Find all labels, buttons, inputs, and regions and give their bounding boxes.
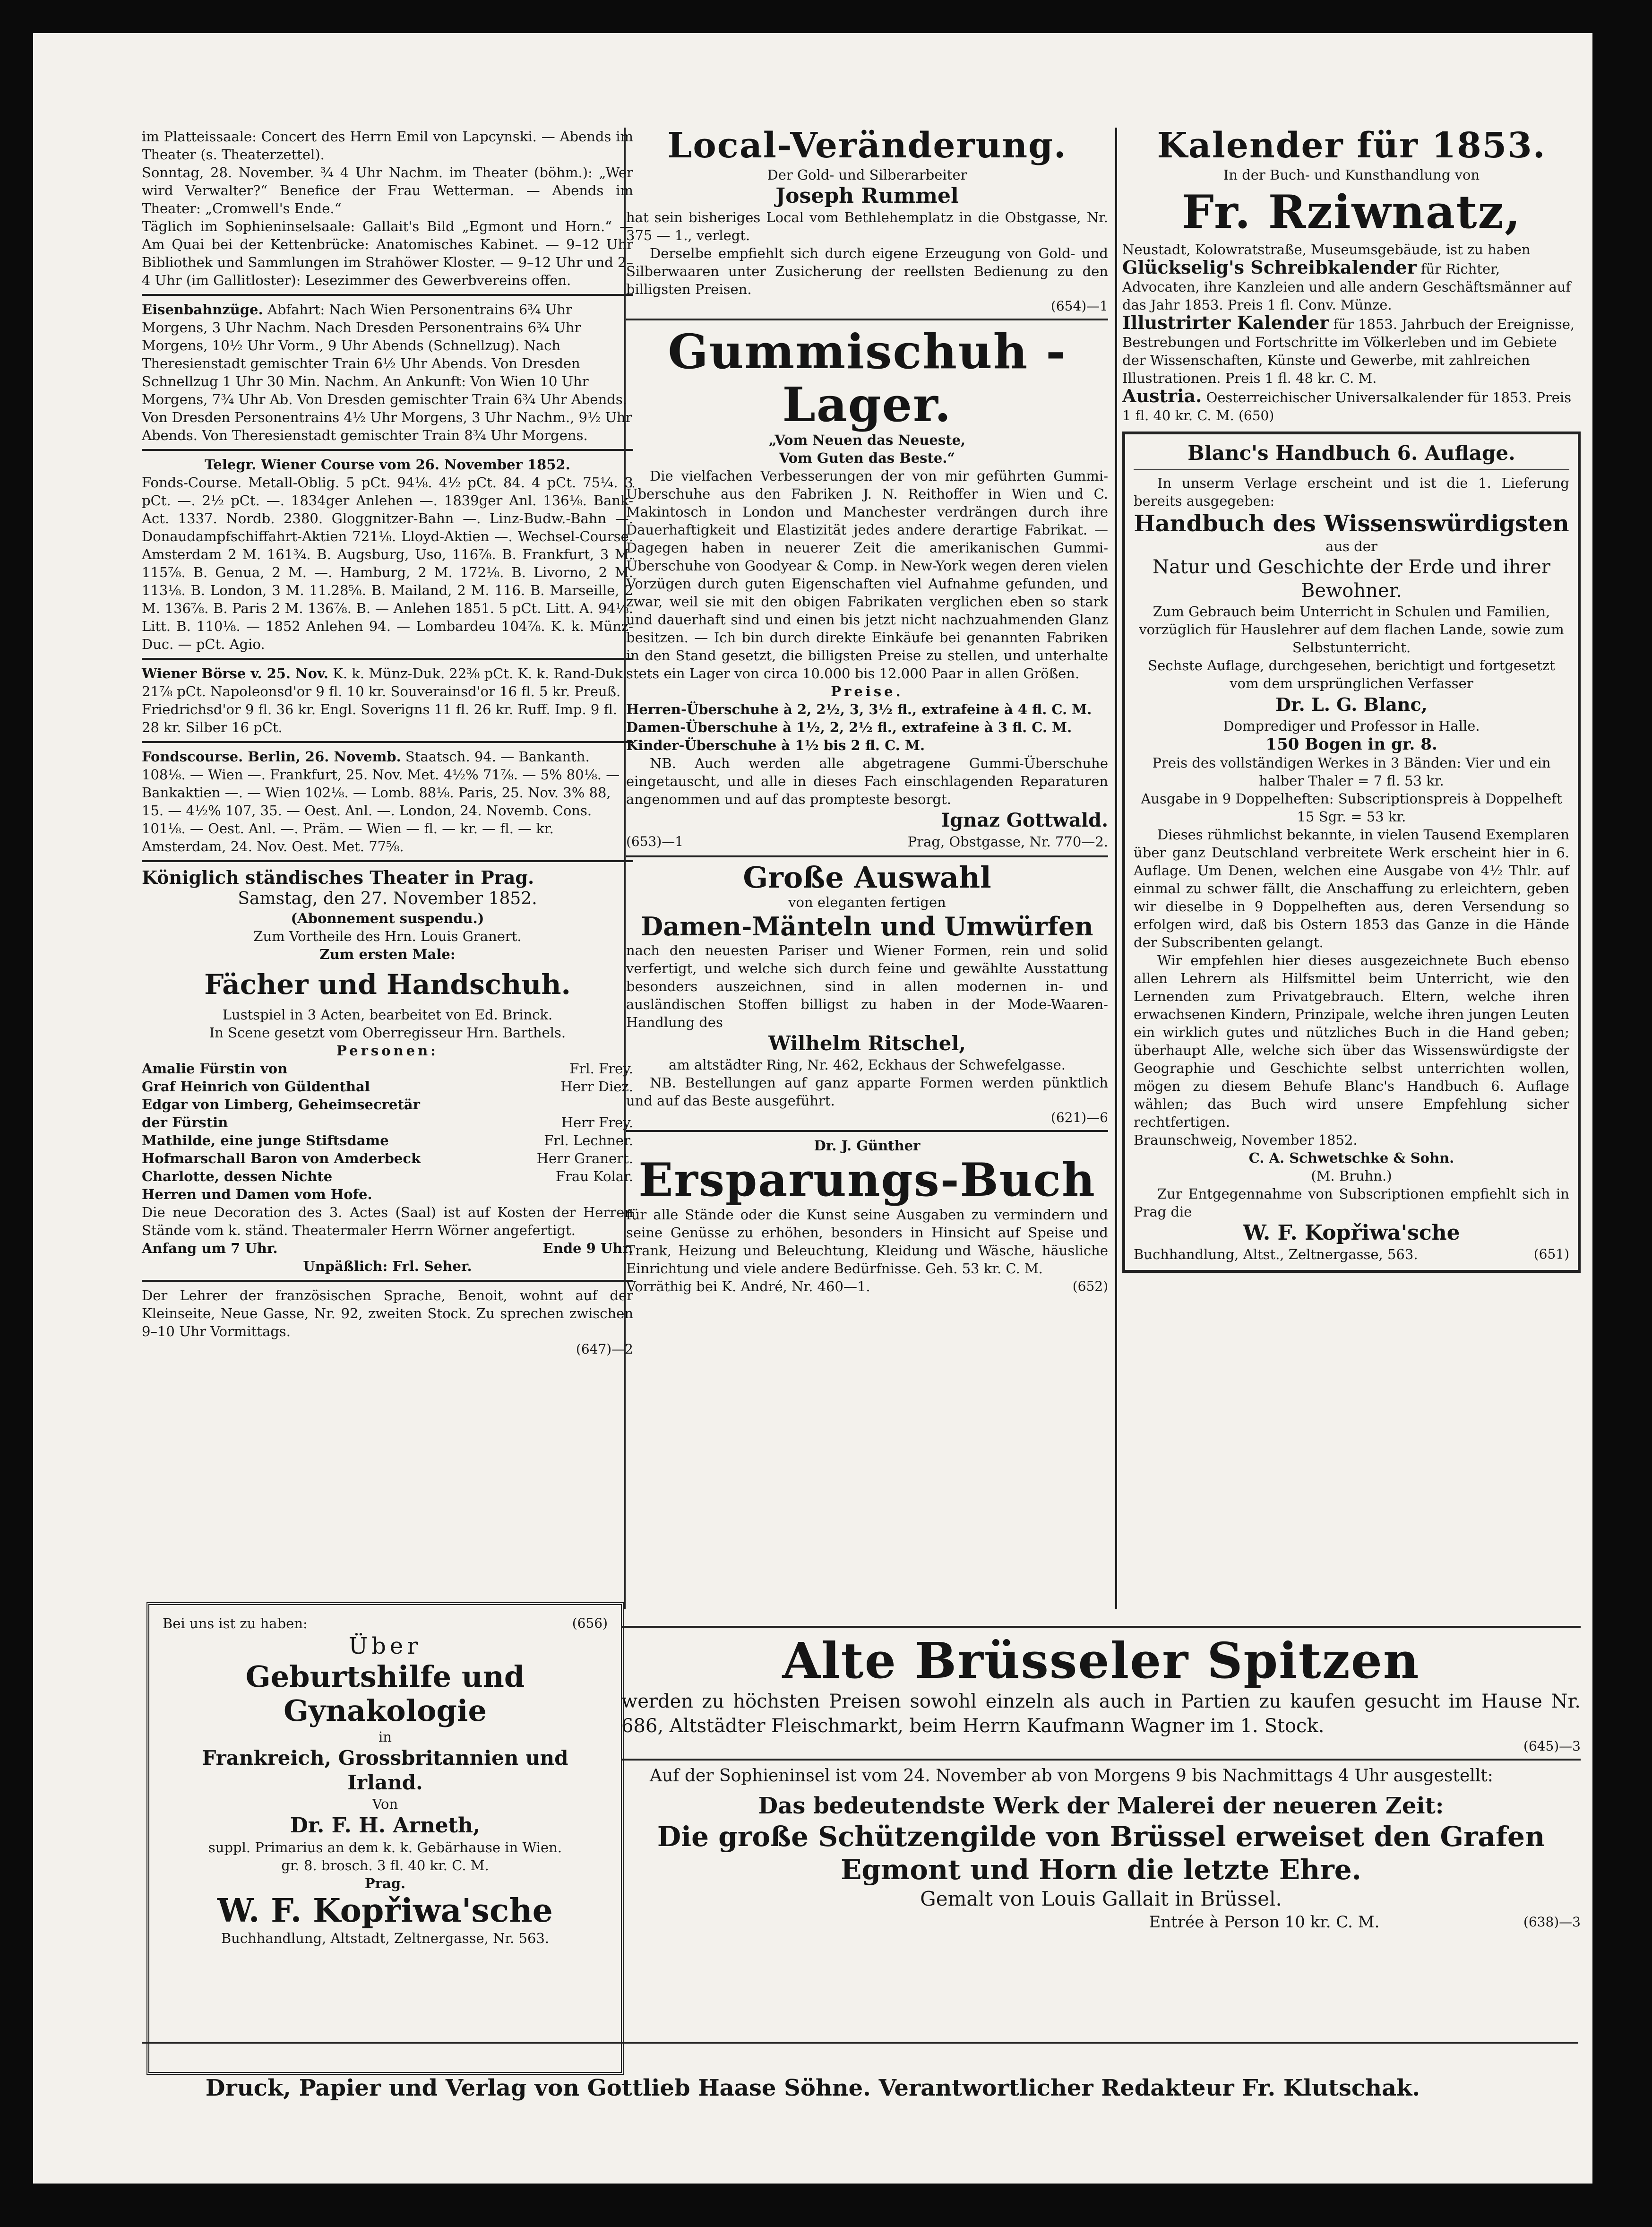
blanc-text: Wir empfehlen hier dieses ausgezeichnete Buch ebenso allen Lehrern als Hilfsmittel beim Unterricht, wie den Lernenden zum Privatgebrauch. Eltern, welche ihren erwachsenen Kindern, Prinzipale, welche ihren jungen Leuten ein wirklich gutes und nützliches Buch in die Hand geben; überhaupt Alle, welche sich über das Wissenswürdigste der Geographie und Geschichte selbst unterrichten wollen, mögen zu diesem Behufe Blanc's Handbuch 6. Auflage wählen; das Buch wird unsere Empfehlung sicher rechtfertigen.: [1134, 952, 1569, 1130]
divider: [142, 1280, 633, 1282]
left-column: [142, 128, 633, 1358]
gummi-motto: Vom Guten das Beste.“: [779, 450, 955, 466]
kalender-item: [1122, 259, 1581, 314]
box-title: Geburtshilfe und Gynakologie: [245, 1659, 525, 1728]
ad-number: (650): [1238, 408, 1274, 423]
box-countries: Frankreich, Grossbritannien und Irland.: [202, 1746, 568, 1794]
local-sub: Der Gold- und Silberarbeiter: [767, 167, 967, 183]
play-subtitle: Lustspiel in 3 Acten, bearbeitet von Ed. Brinck.: [222, 1007, 553, 1023]
kalender-item-title: Austria.: [1122, 385, 1202, 406]
book-ad-box: [146, 1602, 624, 2075]
ad-number: (654)—1: [1050, 298, 1108, 314]
divider: [142, 741, 633, 743]
fonds-text: Staatsch. 94. — Bankanth. 108⅛. — Wien —. Frankfurt, 25. Nov. Met. 4½% 71⅞. — 5% 80⅛. — Bankaktien —. — Wien 102⅛. — Lomb. 88⅛. Paris, 25. Nov. 3% 88, 15. — 4½% 107, 35. — Oest. Anl. —. London, 24. Novemb. Cons. 101⅛. — Oest. Anl. —. Präm. — Wien — fl. — kr. — fl. — kr. Amsterdam, 24. Nov. Oest. Met. 77⅝.: [142, 749, 620, 855]
spitzen-title: Alte Brüsseler Spitzen: [782, 1631, 1420, 1690]
kalender-item-text: Oesterreichischer Universalkalender für 1853. Preis 1 fl. 40 kr. C. M.: [1122, 389, 1572, 423]
newspaper-page: [33, 33, 1592, 2184]
event-text: im Platteissaale: Concert des Herrn Emil von Lapcynski. — Abends im Theater (s. Theaterzettel).: [142, 129, 633, 163]
railway-title: Eisenbahnzüge.: [142, 302, 263, 318]
lower-section: [621, 1621, 1581, 1933]
events-list: [142, 128, 633, 289]
column-divider: [1115, 128, 1117, 1609]
courses-title: Telegr. Wiener Course vom 26. November 1852.: [205, 457, 570, 473]
local-title: Local-Veränderung.: [667, 125, 1067, 166]
teacher-text: Der Lehrer der französischen Sprache, Benoit, wohnt auf der Kleinseite, Neue Gasse, Nr. 92, zweiten Stock. Zu sprechen zwischen 9–10 Uhr Vormittags.: [142, 1287, 633, 1339]
cast-extra: Herren und Damen vom Hofe.: [142, 1186, 372, 1202]
prices-label: Preise.: [831, 683, 903, 699]
theater-title: Königlich ständisches Theater in Prag.: [142, 867, 534, 888]
ad-number: (621)—6: [1050, 1110, 1108, 1125]
price-item: Kinder-Überschuhe à 1½ bis 2 fl. C. M.: [626, 737, 925, 753]
ad-number: (652): [1072, 1278, 1108, 1294]
blanc-price: Preis des vollständigen Werkes in 3 Bänden: Vier und ein halber Thaler = 7 fl. 53 kr.: [1152, 755, 1551, 789]
imprint-footer: Druck, Papier und Verlag von Gottlieb Haase Söhne. Verantwortlicher Redakteur Fr. Klutschak.: [205, 2075, 1420, 2101]
sick-note: Unpäßlich: Frl. Seher.: [303, 1258, 472, 1274]
blanc-shop: W. F. Kopřiwa'sche: [1243, 1221, 1460, 1245]
blanc-natur: Natur und Geschichte der Erde und ihrer Bewohner.: [1153, 556, 1550, 602]
blanc-title: Blanc's Handbuch 6. Auflage.: [1187, 441, 1515, 465]
ad-number: (653)—1: [626, 834, 684, 849]
mantel-name: Wilhelm Ritschel,: [768, 1032, 966, 1055]
local-text: Derselbe empfiehlt sich durch eigene Erzeugung von Gold- und Silberwaaren unter Zusicherung der reellsten Bedienung zu den billigsten Preisen.: [626, 245, 1108, 297]
end-time: Ende 9 Uhr.: [542, 1240, 633, 1256]
kalender-item-text: Jahrbuch der Ereignisse, Bestrebungen und Fortschritte im Völkerleben und im Gebiete der Wissenschaften, Künste und Gewerbe, mit zahlreichen Illustrationen. Preis 1 fl. 48 kr. C. M.: [1122, 316, 1575, 386]
blanc-subscription: Zur Entgegennahme von Subscriptionen empfiehlt sich in Prag die: [1134, 1186, 1569, 1220]
gilde-line: Die große Schützengilde von Brüssel erweiset den Grafen: [657, 1821, 1545, 1853]
box-author-sub: suppl. Primarius an dem k. k. Gebärhause in Wien.: [208, 1839, 562, 1856]
spitzen-text: werden zu höchsten Preisen sowohl einzeln als auch in Partien zu kaufen gesucht im Hause Nr. 686, Altstädter Fleischmarkt, beim Herrn Kaufmann Wagner im 1. Stock.: [621, 1691, 1581, 1737]
kalender-item: [1122, 314, 1581, 387]
box-publisher-sub: Buchhandlung, Altstadt, Zeltnergasse, Nr. 563.: [221, 1930, 550, 1946]
gummi-text: Die vielfachen Verbesserungen der von mir geführten Gummi-Überschuhe aus den Fabriken J. N. Reithoffer in Wien und C. Makintosch in London und Manchester verdrängen durch ihre Dauerhaftigkeit und Elastizität jedes andere derartige Fabrikat. — Dagegen haben in neuerer Zeit die amerikanischen Gummi-Überschuhe von Goodyear & Comp. in New-York wegen deren vielen Vorzügen durch guten Eigenschaften viel Aufnahme gefunden, und zwar, weil sie mit den obigen Fabrikaten verglichen eben so stark und dauerhaft sind und einen bis jetzt nicht nachzuahmenden Glanz besitzen. — Ich bin durch direkte Einkäufe bei genannten Fabriken in den Stand gesetzt, die billigsten Preise zu stellen, und unterhalte stets ein Lager von circa 10.000 bis 12.000 Paar in allen Größen.: [626, 468, 1108, 682]
box-author: Dr. F. H. Arneth,: [290, 1813, 481, 1838]
mantel-nb: NB. Bestellungen auf ganz apparte Formen werden pünktlich und auf das Beste ausgeführt.: [626, 1075, 1108, 1109]
entry-text: Entrée à Person 10 kr. C. M.: [1149, 1913, 1380, 1932]
theater-abo: (Abonnement suspendu.): [291, 910, 484, 926]
play-title: Fächer und Handschuh.: [204, 968, 571, 1001]
cast-row: Graf Heinrich von Güldenthal Herr Diez.: [142, 1079, 633, 1095]
kalender-item-title: Illustrirter Kalender: [1122, 312, 1329, 333]
entry-row: [621, 1912, 1581, 1933]
gummi-motto: „Vom Neuen das Neueste,: [768, 432, 966, 448]
courses-section: [142, 456, 633, 653]
gummi-footer: [626, 833, 1108, 851]
divider: [142, 294, 633, 296]
boerse-title: Wiener Börse v. 25. Nov.: [142, 665, 328, 682]
blanc-big: Handbuch des Wissenswürdigsten: [1134, 510, 1569, 537]
kalender-item-text: für Richter, Advocaten, ihre Kanzleien und alle andern Geschäftsmänner auf das Jahr 1853. Preis 1 fl. Conv. Münze.: [1122, 261, 1571, 313]
mantel-big: Damen-Mänteln und Umwürfen: [641, 911, 1093, 941]
boerse-section: [142, 665, 633, 736]
cast-row: Mathilde, eine junge Stiftsdame Frl. Lechner.: [142, 1132, 633, 1148]
painter-line: Gemalt von Louis Gallait in Brüssel.: [920, 1887, 1282, 1910]
right-column: [1122, 125, 1581, 1273]
theater-benefit: Zum Vortheile des Hrn. Louis Granert.: [253, 928, 522, 944]
divider: [626, 1130, 1108, 1132]
gilde-line: Egmont und Horn die letzte Ehre.: [841, 1854, 1361, 1886]
box-von: Von: [372, 1796, 398, 1812]
ad-number: (638)—3: [1523, 1914, 1581, 1930]
buch-text: für alle Stände oder die Kunst seine Ausgaben zu vermindern und seine Genüsse zu erhöhen, besonders in Hinsicht auf Speise und Trank, Heizung und Beleuchtung, Kleidung und Wäsche, häusliche Einrichtung und viele andere Bedürfnisse. Geh. 53 kr. C. M.: [626, 1207, 1108, 1277]
divider: [621, 1626, 1581, 1628]
buch-title: Ersparungs-Buch: [638, 1153, 1096, 1207]
mantel-address: am altstädter Ring, Nr. 462, Eckhaus der Schwefelgasse.: [668, 1057, 1066, 1073]
blanc-author-sub: Domprediger und Professor in Halle.: [1223, 718, 1480, 734]
kalender-item-title: Glückselig's Schreibkalender: [1122, 257, 1417, 278]
buch-author: Dr. J. Günther: [814, 1138, 921, 1154]
ad-number: (651): [1533, 1246, 1569, 1262]
buch-stock: Vorräthig bei K. André, Nr. 460—1.: [626, 1278, 870, 1295]
box-publisher: W. F. Kopřiwa'sche: [217, 1892, 553, 1930]
divider: [142, 860, 633, 862]
box-price: gr. 8. brosch. 3 fl. 40 kr. C. M.: [281, 1857, 489, 1873]
box-intro: [163, 1614, 608, 1632]
ad-number: (647)—2: [576, 1341, 633, 1357]
divider: [142, 449, 633, 451]
price-item: Damen-Überschuhe à 1½, 2, 2½ fl., extrafeine à 3 fl. C. M.: [626, 719, 1072, 735]
blanc-edition: Sechste Auflage, durchgesehen, berichtigt und fortgesetzt vom dem ursprünglichen Verfasser: [1148, 657, 1555, 691]
kalender-name: Fr. Rziwnatz,: [1181, 185, 1522, 239]
mantel-title: Große Auswahl: [743, 860, 991, 895]
kalender-address: Neustadt, Kolowratstraße, Museumsgebäude, ist zu haben: [1122, 242, 1531, 258]
blanc-ausgabe: Ausgabe in 9 Doppelheften: Subscriptionspreis à Doppelheft 15 Sgr. = 53 kr.: [1141, 791, 1562, 825]
blanc-shop-address: Buchhandlung, Altst., Zeltnergasse, 563.: [1134, 1246, 1418, 1262]
blanc-publisher-sub: (M. Bruhn.): [1311, 1168, 1392, 1184]
event-text: Sonntag, 28. November. ¾ 4 Uhr Nachm. im Theater (böhm.): „Wer wird Verwalter?“ Benefice der Frau Wetterman. — Abends im Theater: „Cromwell's Ende.“: [142, 164, 633, 216]
blanc-aus: aus der: [1325, 538, 1377, 554]
local-name: Joseph Rummel: [775, 184, 959, 208]
kalender-sub: In der Buch- und Kunsthandlung von: [1223, 167, 1480, 183]
cast-row: der Fürstin Herr Frey.: [142, 1114, 633, 1131]
divider: [626, 319, 1108, 320]
teacher-ad: [142, 1286, 633, 1358]
blanc-author: Dr. L. G. Blanc,: [1275, 694, 1428, 715]
price-item: Herren-Überschuhe à 2, 2½, 3, 3½ fl., extrafeine à 4 fl. C. M.: [626, 701, 1092, 717]
play-direction: In Scene gesetzt vom Oberregisseur Hrn. Barthels.: [209, 1025, 566, 1041]
mantel-text: nach den neuesten Pariser und Wiener Formen, rein und solid verfertigt, und welche sich durch feine und gewählte Ausstattung besonders auszeichnen, sind in allen modernen in- und ausländischen Stoffen billigst zu haben in der Mode-Waaren-Handlung des: [626, 942, 1108, 1030]
cast-list: [142, 1060, 633, 1203]
blanc-text: Dieses rühmlichst bekannte, in vielen Tausend Exemplaren über ganz Deutschland verbreitete Werk erscheint hier in 6. Auflage. Um Denen, welchen eine Ausgabe von 4½ Thlr. auf einmal zu schwer fällt, die Anschaffung zu erleichtern, geben wir dieselbe in 9 Doppelheften aus, deren Versendung so erfolgen wird, daß bis Ostern 1853 das Ganze in die Hände der Subscribenten gelangt.: [1134, 827, 1569, 950]
railway-text: Abfahrt: Nach Wien Personentrains 6¾ Uhr Morgens, 3 Uhr Nachm. Nach Dresden Personentrains 6¾ Uhr Morgens, 10½ Uhr Vorm., 9 Uhr Abends (Schnellzug). Nach Theresienstadt gemischter Train 6½ Uhr Abends. Von Dresden Schnellzug 1 Uhr 30 Min. Nachm. An Ankunft: Von Wien 10 Uhr Morgens, 7¾ Uhr Ab. Von Dresden gemischter Train 6¾ Uhr Abends. Von Dresden Personentrains 4½ Uhr Morgens, 3 Uhr Nachm., 9½ Uhr Abends. Von Theresienstadt gemischter Train 8¾ Uhr Morgens.: [142, 302, 632, 443]
play-times: [142, 1239, 633, 1257]
local-text: hat sein bisheriges Local vom Bethlehemplatz in die Obstgasse, Nr. 375 — 1., verlegt.: [626, 209, 1108, 243]
werk-heading: Das bedeutendste Werk der Malerei der neueren Zeit:: [758, 1793, 1444, 1819]
ad-number: (645)—3: [1523, 1738, 1581, 1754]
theater-first: Zum ersten Male:: [319, 946, 456, 962]
cast-row: Hofmarschall Baron von Amderbeck Herr Granert.: [142, 1150, 633, 1166]
blanc-purpose: Zum Gebrauch beim Unterricht in Schulen und Familien, vorzüglich für Hauslehrer auf dem flachen Lande, sowie zum Selbstunterricht.: [1139, 604, 1564, 656]
gummi-title: Gummischuh - Lager.: [668, 324, 1067, 432]
box-prag: Prag.: [364, 1875, 406, 1891]
box-ueber: Über: [348, 1633, 422, 1659]
ad-number: (656): [572, 1615, 608, 1631]
price-list: [626, 700, 1108, 754]
mantel-sub: von eleganten fertigen: [788, 894, 946, 910]
blanc-ad-box: [1122, 432, 1581, 1273]
persons-label: Personen:: [336, 1043, 439, 1059]
event-text: Täglich im Sophieninselsaale: Gallait's Bild „Egmont und Horn.“ — Am Quai bei der Kettenbrücke: Anatomisches Kabinet. — 9–12 Uhr Bibliothek und Sammlungen im Strahöwer Kloster. — 9–12 Uhr und 2–4 Uhr (im Gallitloster): Lesezimmer des Gewerbvereins offen.: [142, 218, 633, 288]
blanc-footer: [1134, 1245, 1569, 1263]
theater-date: Samstag, den 27. November 1852.: [238, 889, 537, 908]
bottom-rule: [142, 2042, 1578, 2044]
decoration-note: Die neue Decoration des 3. Actes (Saal) ist auf Kosten der Herren Stände vom k. ständ. Theatermaler Herrn Wörner angefertigt.: [142, 1204, 633, 1238]
blanc-publisher: C. A. Schwetschke & Sohn.: [1248, 1150, 1454, 1166]
box-in: in: [379, 1729, 392, 1745]
gummi-nb: NB. Auch werden alle abgetragene Gummi-Überschuhe eingetauscht, und alle in dieses Fach einschlagenden Reparaturen angenommen und auf das prompteste besorgt.: [626, 755, 1108, 807]
divider: [626, 855, 1108, 857]
theater-section: [142, 867, 633, 1275]
blanc-intro: In unserm Verlage erscheint und ist die 1. Lieferung bereits ausgegeben:: [1134, 475, 1569, 509]
sophie-text: Auf der Sophieninsel ist vom 24. November ab von Morgens 9 bis Nachmittags 4 Uhr ausgestellt:: [650, 1766, 1493, 1786]
buch-footer: [626, 1278, 1108, 1295]
cast-row: Amalie Fürstin von Frl. Frey.: [142, 1061, 633, 1077]
gummi-address: Prag, Obstgasse, Nr. 770—2.: [907, 834, 1108, 850]
kalender-item: [1122, 387, 1581, 425]
middle-column: [626, 125, 1108, 1295]
blanc-bogen: 150 Bogen in gr. 8.: [1265, 735, 1437, 754]
kalender-title: Kalender für 1853.: [1157, 125, 1546, 166]
start-time: Anfang um 7 Uhr.: [142, 1240, 278, 1256]
divider: [142, 658, 633, 660]
blanc-place: Braunschweig, November 1852.: [1134, 1132, 1358, 1148]
cast-row: Edgar von Limberg, Geheimsecretär: [142, 1096, 420, 1113]
gummi-name: Ignaz Gottwald.: [941, 809, 1108, 831]
divider: [1134, 469, 1569, 470]
courses-text: Fonds-Course. Metall-Oblig. 5 pCt. 94⅛. 4½ pCt. 84. 4 pCt. 75¼. 3 pCt. —. 2½ pCt. —. 1834ger Anlehen —. 1839ger Anl. 136⅛. Bank-Act. 1337. Nordb. 2380. Gloggnitzer-Bahn —. Linz-Budw.-Bahn —. Donaudampfschiffahrt-Aktien 721⅛. Lloyd-Aktien —. Wechsel-Course. Amsterdam 2 M. 161¾. B. Augsburg, Uso, 116⅞. B. Frankfurt, 3 M. 115⅞. B. Genua, 2 M. —. Hamburg, 2 M. 172⅛. B. Livorno, 2 M. 113⅛. B. London, 3 M. 11.28⅝. B. Mailand, 2 M. 116. B. Marseille, 2 M. 136⅞. B. Paris 2 M. 136⅞. B. — Anlehen 1851. 5 pCt. Litt. A. 94⅛. Litt. B. 110⅛. — 1852 Anlehen 94. — Lombardeu 104⅞. K. k. Münz-Duc. — pCt. Agio.: [142, 475, 633, 652]
divider: [621, 1759, 1581, 1761]
cast-row: Charlotte, dessen Nichte Frau Kolar.: [142, 1168, 633, 1184]
fonds-title: Fondscourse. Berlin, 26. Novemb.: [142, 749, 401, 765]
railway-section: [142, 301, 633, 444]
kalender-item-year: für 1853.: [1333, 316, 1398, 332]
box-intro-text: Bei uns ist zu haben:: [163, 1615, 308, 1631]
boerse-text: K. k. Münz-Duk. 22⅜ pCt. K. k. Rand-Duk. 21⅞ pCt. Napoleonsd'or 9 fl. 10 kr. Souverainsd'or 16 fl. 5 kr. Preuß. Friedrichsd'or 9 fl. 36 kr. Engl. Soverigns 11 fl. 26 kr. Ruff. Imp. 9 fl. 28 kr. Silber 16 pCt.: [142, 665, 628, 735]
fonds-section: [142, 748, 633, 855]
